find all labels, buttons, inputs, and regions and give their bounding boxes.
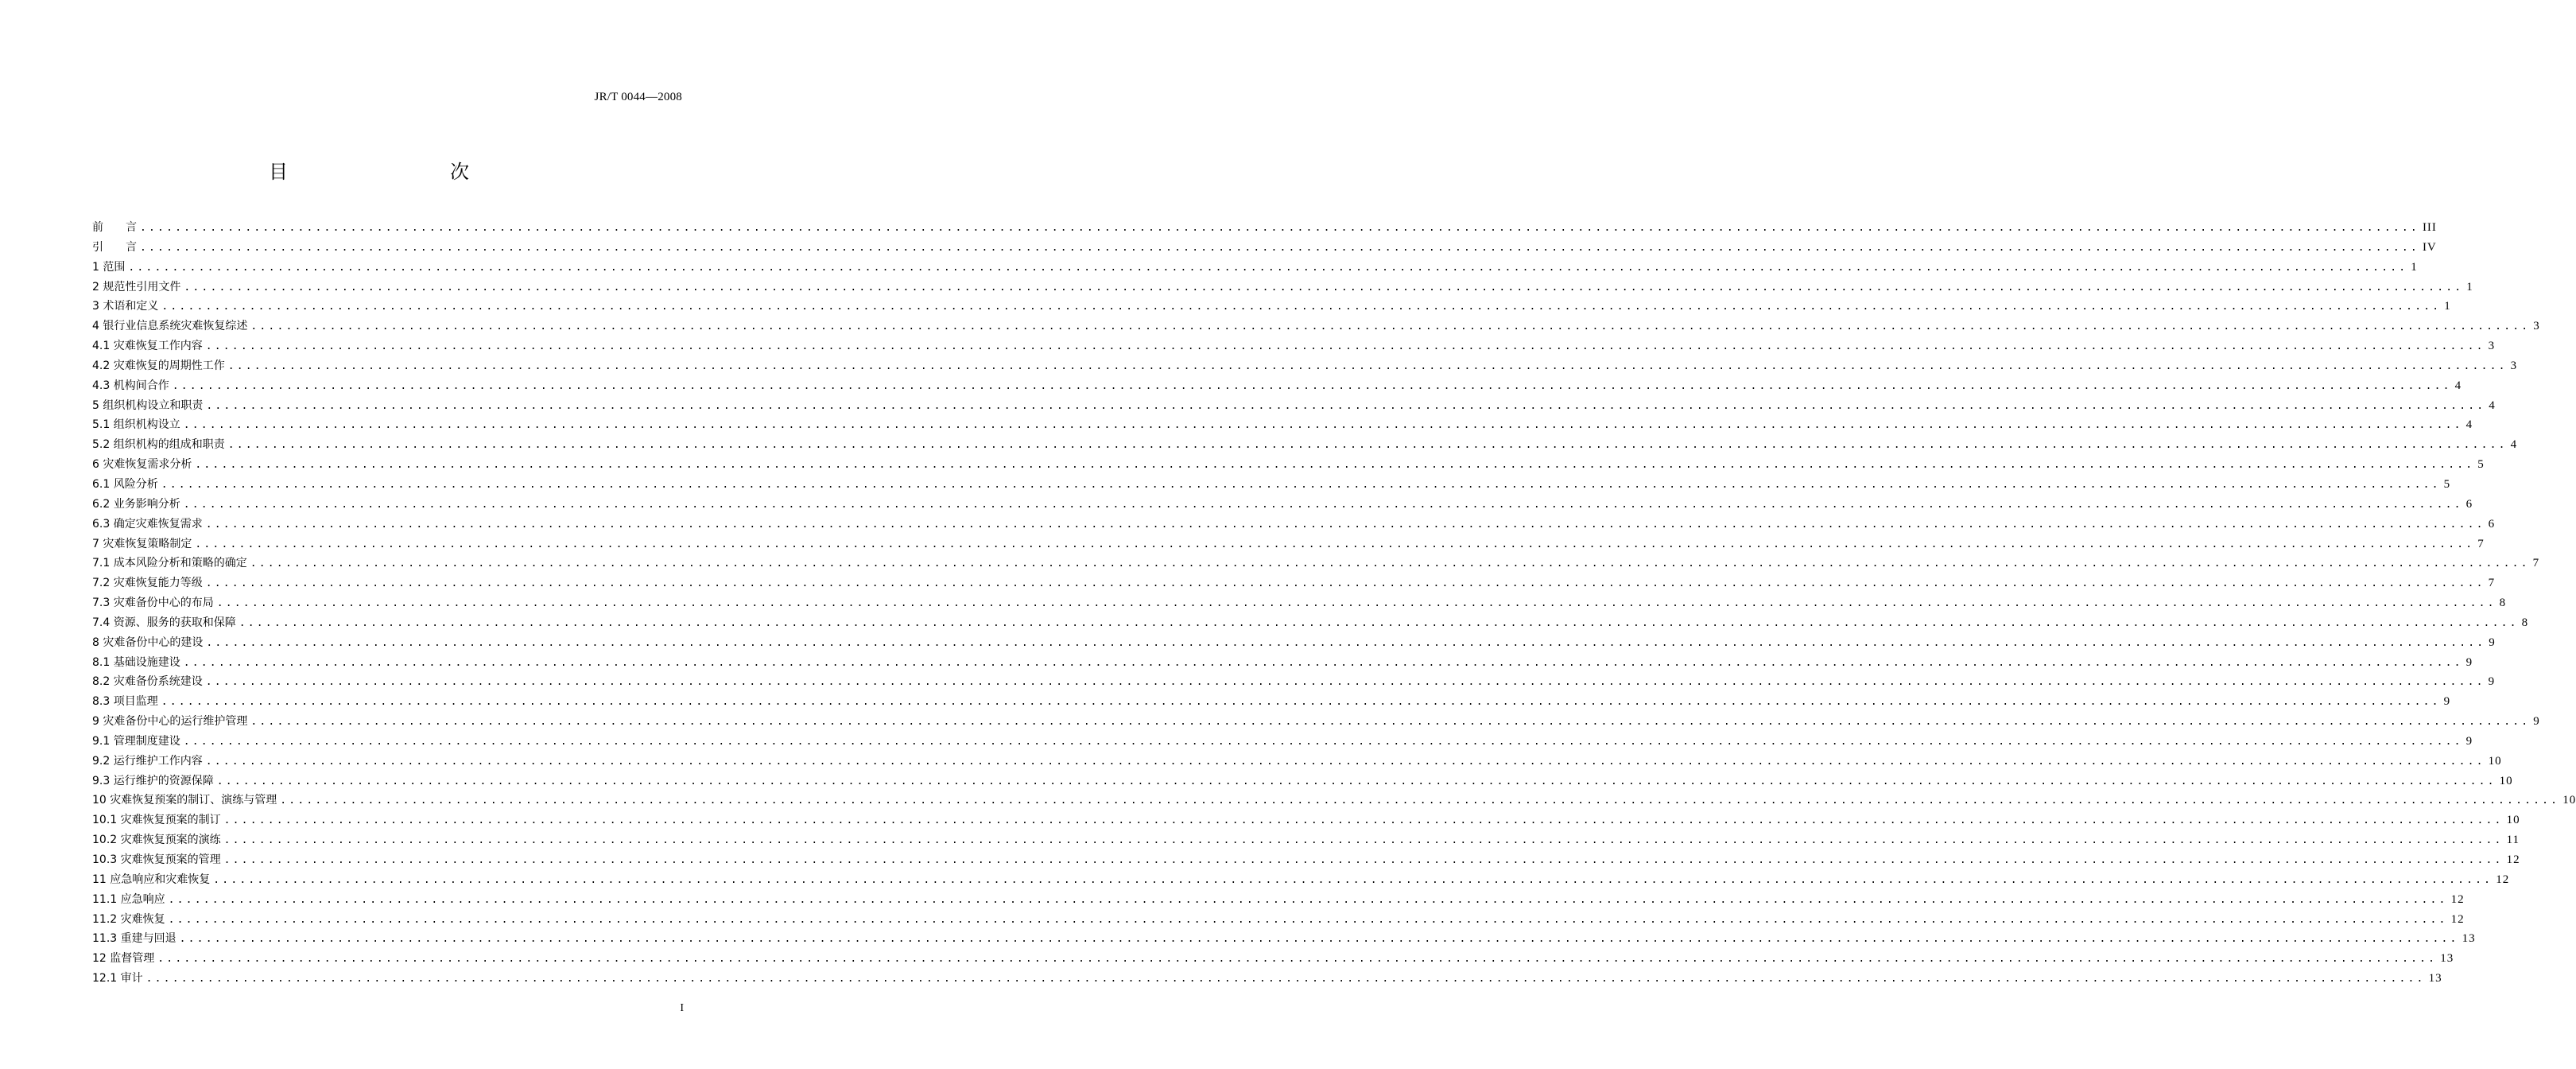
toc-leader-dots: .................................................................................................................................................................................................................................................................... <box>183 735 2463 748</box>
toc-leader-dots: .................................................................................................................................................................................................................................................................... <box>250 716 2531 729</box>
toc-entry-page: 12 <box>2496 873 2510 886</box>
toc-entry-label: 10.3 灾难恢复预案的管理 <box>92 853 221 866</box>
toc-entry-label: 9.2 运行维护工作内容 <box>92 754 203 768</box>
toc-entry-label: 3 术语和定义 <box>92 300 159 313</box>
toc-leader-dots: .................................................................................................................................................................................................................................................................... <box>183 498 2463 511</box>
toc-entry-label: 10.1 灾难恢复预案的制订 <box>92 814 221 827</box>
toc-entry[interactable] <box>92 573 2496 593</box>
toc-leader-dots: .................................................................................................................................................................................................................................................................... <box>195 538 2475 550</box>
toc-entry[interactable] <box>92 910 2465 930</box>
toc-entry[interactable] <box>92 850 2520 870</box>
toc-entry-label: 4.3 机构间合作 <box>92 379 169 392</box>
toc-entry-page: 3 <box>2533 320 2540 333</box>
toc-entry-label: 5.2 组织机构的组成和职责 <box>92 438 225 452</box>
toc-entry-page: 4 <box>2489 398 2496 412</box>
toc-entry-label: 4.2 灾难恢复的周期性工作 <box>92 359 225 372</box>
toc-entry[interactable] <box>92 554 2540 573</box>
toc-entry-label: 4 银行业信息系统灾难恢复综述 <box>92 320 248 333</box>
toc-entry-label: 7.3 灾难备份中心的布局 <box>92 597 214 610</box>
toc-entry-page: 7 <box>2532 557 2540 570</box>
toc-entry-page: 9 <box>2465 655 2473 669</box>
page-number: I <box>680 1002 684 1014</box>
toc-entry[interactable] <box>92 791 2576 810</box>
toc-entry-label: 7.2 灾难恢复能力等级 <box>92 577 203 590</box>
toc-entry-page: 12 <box>2506 853 2520 866</box>
toc-entry-label: 6 灾难恢复需求分析 <box>92 458 192 472</box>
toc-leader-dots: .................................................................................................................................................................................................................................................................... <box>183 419 2463 432</box>
toc-entry[interactable] <box>92 692 2451 712</box>
toc-entry[interactable] <box>92 455 2485 475</box>
toc-leader-dots: .................................................................................................................................................................................................................................................................... <box>205 755 2485 768</box>
toc-leader-dots: .................................................................................................................................................................................................................................................................... <box>183 656 2463 669</box>
table-of-contents <box>92 218 2576 989</box>
toc-entry[interactable] <box>92 890 2465 910</box>
toc-entry-page: 11 <box>2506 834 2520 847</box>
toc-leader-dots: .................................................................................................................................................................................................................................................................... <box>161 478 2441 491</box>
toc-entry-label: 7.4 资源、服务的获取和保障 <box>92 616 236 629</box>
toc-entry[interactable] <box>92 969 2442 989</box>
toc-entry[interactable] <box>92 396 2496 416</box>
toc-leader-dots: .................................................................................................................................................................................................................................................................... <box>223 814 2504 827</box>
toc-entry-page: 8 <box>2521 616 2529 629</box>
toc-entry-page: 9 <box>2489 636 2496 649</box>
toc-entry-page: 5 <box>2443 477 2451 491</box>
toc-entry[interactable] <box>92 317 2540 336</box>
toc-entry[interactable] <box>92 515 2496 534</box>
toc-leader-dots: .................................................................................................................................................................................................................................................................... <box>128 261 2408 274</box>
toc-leader-dots: .................................................................................................................................................................................................................................................................... <box>140 222 2419 234</box>
toc-entry-page: 9 <box>2488 675 2496 689</box>
toc-leader-dots: .................................................................................................................................................................................................................................................................... <box>172 379 2452 392</box>
toc-entry-label: 9 灾难备份中心的运行维护管理 <box>92 715 248 729</box>
toc-entry-label: 8.1 基础设施建设 <box>92 655 180 669</box>
toc-entry[interactable] <box>92 278 2473 297</box>
toc-entry[interactable] <box>92 218 2437 238</box>
toc-leader-dots: .................................................................................................................................................................................................................................................................... <box>205 676 2485 689</box>
toc-title: 目 次 <box>269 161 510 183</box>
toc-entry-page: 10 <box>2488 754 2502 768</box>
toc-entry-label: 6.2 业务影响分析 <box>92 497 180 511</box>
toc-entry-label: 前 言 <box>92 221 137 234</box>
toc-entry-label: 2 规范性引用文件 <box>92 280 181 293</box>
toc-entry-label: 9.3 运行维护的资源保障 <box>92 774 214 787</box>
toc-entry[interactable] <box>92 415 2473 435</box>
toc-leader-dots: .................................................................................................................................................................................................................................................................... <box>184 281 2464 293</box>
toc-leader-dots: .................................................................................................................................................................................................................................................................... <box>140 241 2419 254</box>
toc-leader-dots: .................................................................................................................................................................................................................................................................... <box>168 913 2448 926</box>
toc-leader-dots: .................................................................................................................................................................................................................................................................... <box>280 795 2560 807</box>
toc-entry-page: 13 <box>2440 952 2454 966</box>
toc-entry-page: 13 <box>2462 932 2476 946</box>
toc-entry-page: 4 <box>2465 418 2473 432</box>
toc-entry-label: 8 灾难备份中心的建设 <box>92 636 204 649</box>
toc-entry[interactable] <box>92 810 2520 830</box>
toc-leader-dots: .................................................................................................................................................................................................................................................................... <box>227 360 2508 372</box>
document-code: JR/T 0044—2008 <box>594 91 682 103</box>
toc-leader-dots: .................................................................................................................................................................................................................................................................... <box>227 439 2508 452</box>
toc-entry-page: 9 <box>2465 734 2473 748</box>
toc-entry[interactable] <box>92 929 2476 949</box>
toc-entry-page: 4 <box>2510 438 2518 452</box>
toc-leader-dots: .................................................................................................................................................................................................................................................................... <box>195 459 2475 472</box>
toc-entry-label: 12 监督管理 <box>92 952 155 966</box>
toc-entry-page: 12 <box>2450 892 2465 906</box>
toc-leader-dots: .................................................................................................................................................................................................................................................................... <box>223 854 2504 866</box>
toc-entry[interactable] <box>92 593 2507 613</box>
toc-entry-page: 13 <box>2428 972 2442 985</box>
toc-entry[interactable] <box>92 732 2473 752</box>
toc-entry-page: 10 <box>2506 814 2520 827</box>
toc-entry[interactable] <box>92 258 2418 278</box>
toc-leader-dots: .................................................................................................................................................................................................................................................................... <box>250 321 2531 333</box>
toc-leader-dots: .................................................................................................................................................................................................................................................................... <box>168 893 2448 906</box>
toc-entry-label: 8.3 项目监理 <box>92 695 158 709</box>
toc-entry[interactable] <box>92 672 2496 692</box>
toc-entry[interactable] <box>92 356 2518 376</box>
toc-entry[interactable] <box>92 238 2437 258</box>
toc-leader-dots: .................................................................................................................................................................................................................................................................... <box>250 558 2530 570</box>
toc-entry-label: 10.2 灾难恢复预案的演练 <box>92 834 221 847</box>
toc-leader-dots: .................................................................................................................................................................................................................................................................... <box>145 973 2426 985</box>
toc-entry[interactable] <box>92 495 2473 515</box>
toc-entry-page: 12 <box>2450 912 2465 926</box>
toc-leader-dots: .................................................................................................................................................................................................................................................................... <box>213 873 2493 886</box>
toc-entry-page: IV <box>2422 240 2437 254</box>
toc-entry-label: 11.2 灾难恢复 <box>92 912 165 926</box>
toc-entry[interactable] <box>92 297 2451 317</box>
toc-entry-label: 11.1 应急响应 <box>92 892 165 906</box>
toc-entry[interactable] <box>92 772 2513 791</box>
toc-entry-label: 引 言 <box>92 240 137 254</box>
toc-entry-page: 1 <box>2411 260 2418 274</box>
toc-leader-dots: .................................................................................................................................................................................................................................................................... <box>205 518 2485 531</box>
toc-entry[interactable] <box>92 336 2496 356</box>
toc-entry[interactable] <box>92 475 2451 495</box>
toc-leader-dots: .................................................................................................................................................................................................................................................................... <box>205 577 2485 590</box>
toc-leader-dots: .................................................................................................................................................................................................................................................................... <box>216 597 2496 610</box>
toc-entry-page: 4 <box>2454 379 2462 392</box>
toc-entry-page: 5 <box>2477 458 2485 472</box>
toc-entry-page: 8 <box>2499 597 2507 610</box>
toc-leader-dots: .................................................................................................................................................................................................................................................................... <box>179 933 2459 946</box>
toc-leader-dots: .................................................................................................................................................................................................................................................................... <box>161 301 2442 313</box>
toc-entry[interactable] <box>92 435 2518 455</box>
toc-entry-page: 7 <box>2477 537 2485 550</box>
toc-entry-label: 1 范围 <box>92 260 126 274</box>
toc-entry-label: 6.3 确定灾难恢复需求 <box>92 517 203 531</box>
toc-entry-page: 1 <box>2444 300 2451 313</box>
toc-entry-label: 4.1 灾难恢复工作内容 <box>92 340 203 353</box>
toc-entry-label: 11 应急响应和灾难恢复 <box>92 873 211 886</box>
toc-entry-page: 10 <box>2499 774 2513 787</box>
toc-entry-page: 6 <box>2465 497 2473 511</box>
toc-leader-dots: .................................................................................................................................................................................................................................................................... <box>157 953 2438 966</box>
toc-entry[interactable] <box>92 870 2510 890</box>
toc-leader-dots: .................................................................................................................................................................................................................................................................... <box>206 636 2486 649</box>
toc-entry[interactable] <box>92 633 2496 653</box>
toc-leader-dots: .................................................................................................................................................................................................................................................................... <box>216 775 2496 787</box>
toc-leader-dots: .................................................................................................................................................................................................................................................................... <box>239 616 2519 629</box>
toc-entry-label: 9.1 管理制度建设 <box>92 734 180 748</box>
toc-leader-dots: .................................................................................................................................................................................................................................................................... <box>206 399 2486 412</box>
toc-entry[interactable] <box>92 534 2485 554</box>
toc-entry-page: 7 <box>2488 577 2496 590</box>
toc-entry-page: 9 <box>2533 715 2540 729</box>
toc-entry-label: 7.1 成本风险分析和策略的确定 <box>92 557 247 570</box>
toc-leader-dots: .................................................................................................................................................................................................................................................................... <box>223 834 2504 847</box>
toc-entry-page: 6 <box>2488 517 2496 531</box>
toc-entry-page: 9 <box>2443 695 2451 709</box>
toc-entry[interactable] <box>92 712 2540 732</box>
toc-entry-label: 5 组织机构设立和职责 <box>92 398 204 412</box>
toc-entry-label: 7 灾难恢复策略制定 <box>92 537 192 550</box>
toc-entry[interactable] <box>92 653 2473 673</box>
toc-entry-label: 10 灾难恢复预案的制订、演练与管理 <box>92 794 277 807</box>
toc-entry[interactable] <box>92 752 2502 772</box>
toc-entry-page: 10 <box>2562 794 2576 807</box>
toc-entry-page: 1 <box>2466 280 2473 293</box>
toc-entry-label: 6.1 风险分析 <box>92 477 158 491</box>
toc-entry-page: 3 <box>2510 359 2518 372</box>
toc-entry-page: 3 <box>2488 340 2496 353</box>
toc-entry-label: 12.1 审计 <box>92 972 143 985</box>
toc-entry[interactable] <box>92 949 2454 969</box>
toc-leader-dots: .................................................................................................................................................................................................................................................................... <box>205 340 2485 353</box>
toc-entry[interactable] <box>92 830 2520 850</box>
toc-entry-label: 5.1 组织机构设立 <box>92 418 180 432</box>
toc-entry-page: III <box>2422 221 2437 234</box>
toc-leader-dots: .................................................................................................................................................................................................................................................................... <box>161 696 2441 709</box>
toc-entry-label: 11.3 重建与回退 <box>92 932 177 946</box>
toc-entry[interactable] <box>92 613 2529 633</box>
toc-entry-label: 8.2 灾难备份系统建设 <box>92 675 203 689</box>
toc-entry[interactable] <box>92 376 2462 396</box>
